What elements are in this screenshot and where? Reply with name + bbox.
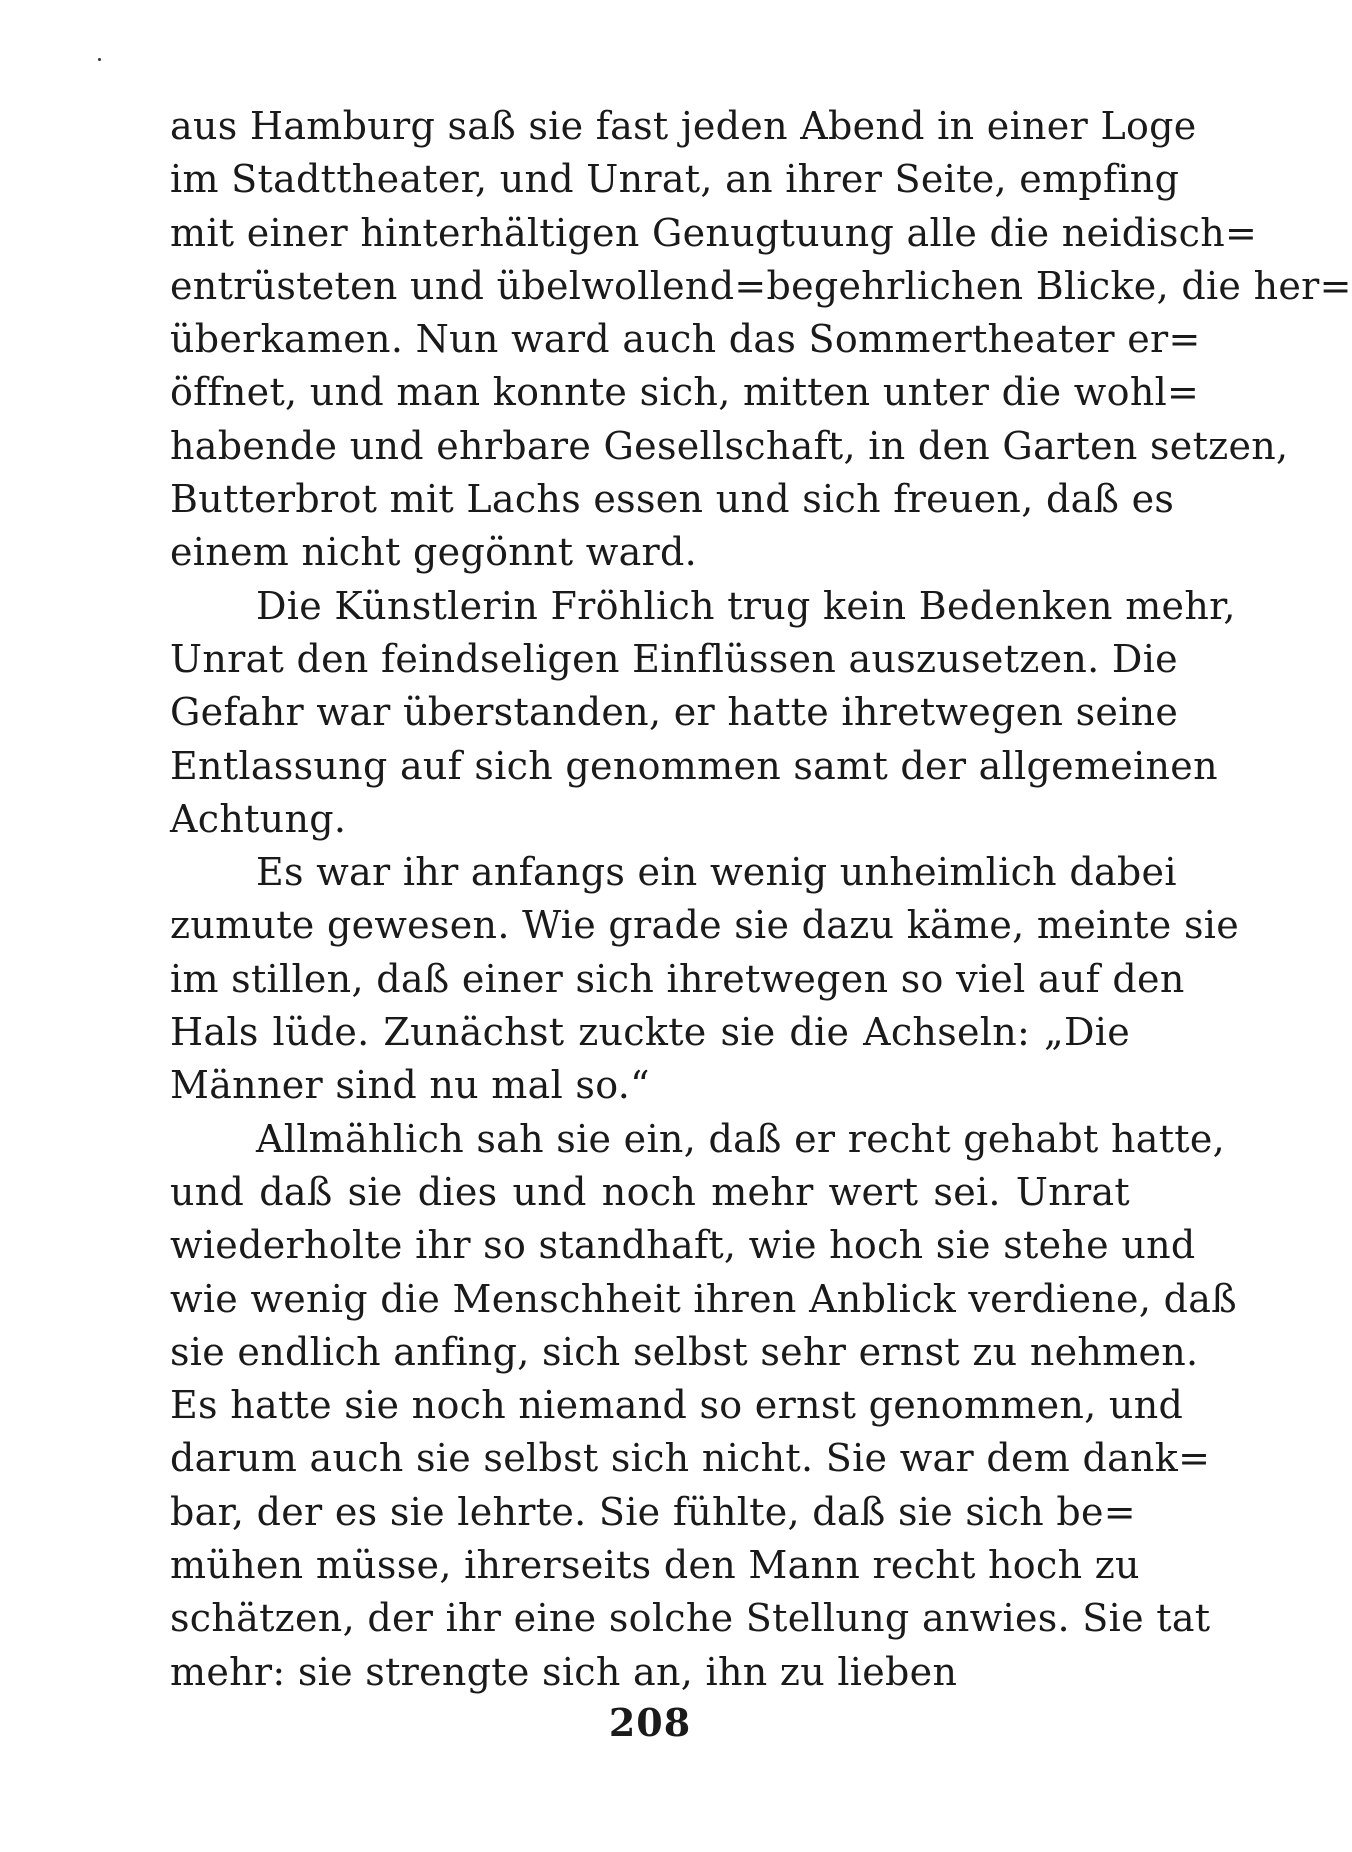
- text-line: wiederholte ihr so standhaft, wie hoch sie stehe und: [170, 1223, 1196, 1268]
- text-line: mehr: sie strengte sich an, ihn zu lieben: [170, 1649, 958, 1694]
- text-line: Männer sind nu mal so.“: [170, 1063, 650, 1108]
- text-line: und daß sie dies und noch mehr wert sei. Unrat: [170, 1169, 1130, 1214]
- text-line: aus Hamburg saß sie fast jeden Abend in einer Loge: [170, 104, 1197, 148]
- body-text: [170, 100, 1352, 1699]
- text-line: wie wenig die Menschheit ihren Anblick verdiene, daß: [170, 1276, 1237, 1321]
- text-line: Gefahr war überstanden, er hatte ihretwegen seine: [170, 690, 1179, 735]
- text-line: im stillen, daß einer sich ihretwegen so viel auf den: [170, 956, 1185, 1001]
- text-line: überkamen. Nun ward auch das Sommertheater er=: [170, 317, 1201, 362]
- text-line: öffnet, und man konnte sich, mitten unter die wohl=: [170, 370, 1200, 415]
- text-line: sie endlich anfing, sich selbst sehr ernst zu nehmen.: [170, 1329, 1199, 1374]
- page-number: 208: [608, 1700, 692, 1745]
- text-line: Es hatte sie noch niemand so ernst genommen, und: [170, 1383, 1184, 1428]
- text-line: Allmählich sah sie ein, daß er recht gehabt hatte,: [256, 1116, 1226, 1161]
- text-line: Die Künstlerin Fröhlich trug kein Bedenken mehr,: [256, 583, 1236, 628]
- text-line: mit einer hinterhältigen Genugtuung alle die neidisch=: [170, 210, 1258, 255]
- text-line: Butterbrot mit Lachs essen und sich freuen, daß es: [170, 477, 1175, 522]
- text-line: entrüsteten und übelwollend=begehrlichen Blicke, die her=: [170, 263, 1352, 308]
- text-line: mühen müsse, ihrerseits den Mann recht hoch zu: [170, 1543, 1140, 1588]
- text-line: im Stadttheater, und Unrat, an ihrer Seite, empfing: [170, 157, 1180, 202]
- text-line: zumute gewesen. Wie grade sie dazu käme, meinte sie: [170, 903, 1240, 948]
- text-line: Unrat den feindseligen Einflüssen auszusetzen. Die: [170, 636, 1178, 681]
- text-line: Es war ihr anfangs ein wenig unheimlich dabei: [256, 850, 1177, 895]
- text-line: einem nicht gegönnt ward.: [170, 530, 698, 575]
- text-line: bar, der es sie lehrte. Sie fühlte, daß sie sich be=: [170, 1489, 1136, 1534]
- text-line: Entlassung auf sich genommen samt der allgemeinen: [170, 743, 1218, 788]
- text-line: habende und ehrbare Gesellschaft, in den Garten setzen,: [170, 423, 1289, 468]
- text-line: schätzen, der ihr eine solche Stellung anwies. Sie tat: [170, 1596, 1211, 1641]
- text-line: Achtung.: [170, 796, 347, 841]
- text-line: Hals lüde. Zunächst zuckte sie die Achseln: „Die: [170, 1010, 1130, 1055]
- paper-speck: [98, 58, 101, 61]
- text-line: darum auch sie selbst sich nicht. Sie war dem dank=: [170, 1436, 1211, 1481]
